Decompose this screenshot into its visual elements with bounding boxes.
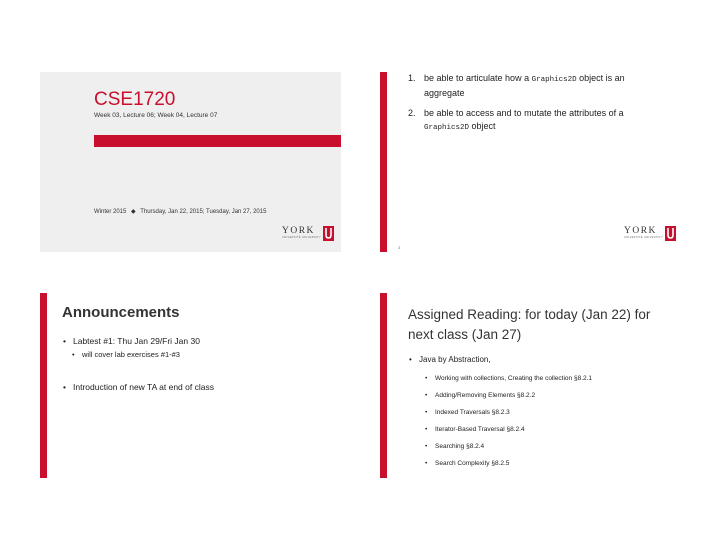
- list-item: • Search Complexity §8.2.5: [425, 460, 510, 467]
- list-item: • Introduction of new TA at end of class: [63, 382, 214, 392]
- york-u-icon: [323, 226, 334, 241]
- slide-sidebar: [40, 293, 47, 478]
- slide-sidebar: [380, 293, 387, 478]
- slide-heading: Assigned Reading: for today (Jan 22) for next class (Jan 27): [408, 307, 651, 342]
- bullet-icon: •: [63, 336, 66, 346]
- york-u-icon: [665, 226, 676, 241]
- list-item: • Indexed Traversals §8.2.3: [425, 409, 510, 416]
- logo-wordmark: YORK: [282, 226, 315, 236]
- announcements-slide: [40, 293, 341, 478]
- bullet-icon: •: [409, 355, 412, 364]
- york-logo: [282, 226, 334, 241]
- list-item: 1. be able to articulate how a Graphics2D object is an aggregate: [408, 73, 625, 98]
- logo-subtext: UNIVERSITÉ UNIVERSITY: [282, 236, 322, 239]
- list-item: • Adding/Removing Elements §8.2.2: [425, 392, 536, 399]
- list-item: • will cover lab exercises #1-#3: [72, 350, 180, 359]
- list-item: • Labtest #1: Thu Jan 29/Fri Jan 30: [63, 336, 200, 346]
- date-detail: Thursday, Jan 22, 2015; Tuesday, Jan 27, 2015: [140, 209, 267, 215]
- title-slide: [40, 72, 341, 252]
- logo-subtext: UNIVERSITÉ UNIVERSITY: [624, 236, 664, 239]
- bullet-icon: •: [72, 350, 75, 359]
- reading-slide: [380, 293, 681, 478]
- date-line: [94, 208, 266, 215]
- bullet-icon: •: [425, 375, 428, 382]
- list-item: 2. be able to access and to mutate the attributes of a Graphics2D object: [408, 108, 624, 132]
- bullet-icon: •: [425, 392, 428, 399]
- list-item: • Working with collections, Creating the collection §8.2.1: [425, 375, 593, 382]
- list-item: • Iterator-Based Traversal §8.2.4: [425, 426, 525, 433]
- bullet-icon: •: [425, 460, 428, 467]
- logo-wordmark: YORK: [624, 226, 657, 236]
- bullet-icon: •: [63, 382, 66, 392]
- diamond-icon: ◆: [131, 209, 136, 215]
- bullet-icon: •: [425, 426, 428, 433]
- objectives-list: [408, 72, 653, 142]
- date-season: Winter 2015: [94, 209, 127, 215]
- slide-heading: Announcements: [62, 304, 180, 321]
- bullet-icon: •: [425, 443, 428, 450]
- slide-sidebar: [380, 72, 387, 252]
- course-title: CSE1720: [94, 89, 176, 110]
- page-number: 3: [398, 245, 401, 250]
- lecture-subtitle: Week 03, Lecture 06; Week 04, Lecture 07: [94, 112, 218, 119]
- list-item: • Java by Abstraction,: [409, 355, 491, 364]
- objectives-slide: [380, 72, 681, 252]
- title-accent-bar: [94, 135, 341, 147]
- york-logo: [624, 226, 676, 241]
- list-item: • Searching §8.2.4: [425, 443, 485, 450]
- bullet-icon: •: [425, 409, 428, 416]
